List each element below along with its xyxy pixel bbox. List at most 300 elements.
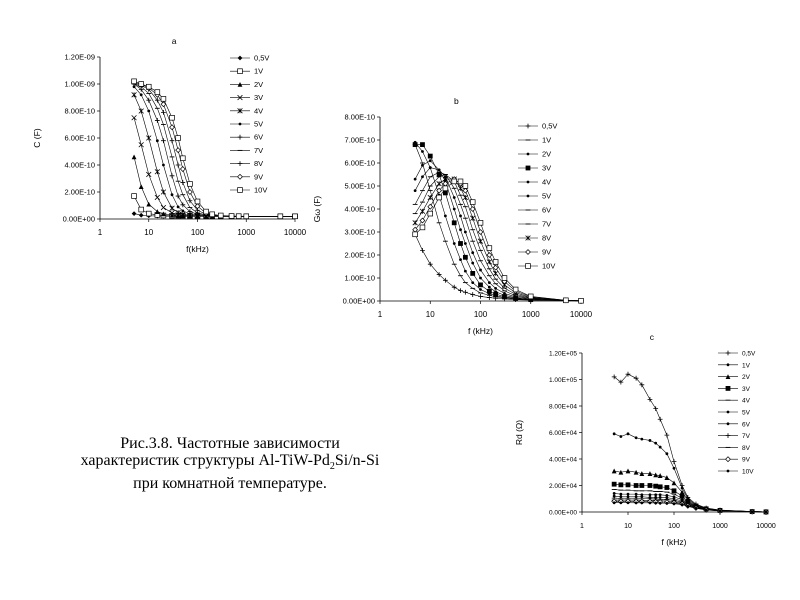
chart-c-y-tick-label: 4.00E+04 [548, 456, 577, 464]
chart-c-data-point [618, 380, 623, 385]
chart-a-data-point [181, 210, 184, 213]
chart-c-data-point [672, 459, 677, 464]
chart-c-title: c [649, 332, 655, 342]
chart-b-data-point [438, 169, 441, 172]
chart-a-data-point [180, 212, 185, 217]
chart-b-legend-marker [527, 195, 530, 198]
chart-b-data-point [580, 299, 583, 302]
chart-c-data-point [694, 503, 699, 508]
chart-c-data-point [750, 509, 755, 514]
chart-a-data-point [245, 215, 248, 218]
chart-a-data-point [195, 208, 200, 213]
chart-c-legend-label: 9V [742, 456, 750, 464]
chart-c-data-point [626, 482, 631, 487]
chart-b-data-point [563, 298, 568, 303]
chart-c-data-point [648, 483, 653, 488]
chart-a-data-point [176, 214, 181, 219]
chart-a-data-point [146, 98, 151, 103]
chart-b-data-point [503, 294, 506, 297]
chart-c-data-point [627, 501, 630, 504]
chart-a-data-point [278, 214, 283, 219]
chart-c-data-point [673, 467, 676, 470]
chart-a-data-point [139, 184, 144, 189]
chart-a-series-line [134, 84, 295, 216]
chart-c-data-point [653, 473, 658, 478]
chart-a-data-point [210, 213, 215, 218]
chart-a-data-point [176, 213, 181, 218]
chart-c-data-point [681, 487, 684, 490]
chart-b-series-line [415, 168, 581, 301]
chart-a-data-point [189, 212, 192, 215]
chart-a-data-point [155, 169, 160, 174]
chart-a-y-tick-label: 8.00E-10 [64, 106, 95, 116]
chart-b-data-point [444, 215, 447, 218]
chart-a-y-tick-label: 2.00E-10 [64, 187, 95, 197]
chart-a-data-point [139, 109, 144, 114]
chart-b-series-line [415, 181, 581, 300]
chart-c-data-point [664, 485, 669, 490]
chart-a-data-point [170, 214, 175, 219]
chart-a-data-point [146, 172, 151, 177]
chart-a-data-point [161, 102, 166, 107]
chart-c-legend-label: 4V [742, 397, 750, 405]
chart-b-y-tick-label: 8.00E-10 [344, 112, 375, 122]
chart-c-data-point [705, 507, 708, 510]
chart-a-data-point [170, 213, 175, 218]
chart-c-data-point [672, 480, 677, 485]
chart-c-series-line [614, 500, 766, 512]
chart-c-data-point [634, 483, 639, 488]
chart-a-data-point [229, 214, 234, 219]
chart-c-data-point [694, 502, 699, 507]
chart-a-data-point [210, 214, 215, 219]
chart-a-data-point [218, 214, 223, 219]
chart-a-data-point [237, 215, 240, 218]
chart-b-data-point [458, 288, 463, 293]
chart-c-series-line [614, 434, 766, 512]
chart-c-legend-label: 5V [742, 409, 750, 417]
chart-a-data-point [279, 215, 282, 218]
chart-a-data-point [204, 214, 209, 219]
chart-b-data-point [471, 281, 474, 284]
chart-c-legend-label: 2V [742, 374, 750, 382]
chart-b-data-point [493, 260, 498, 265]
chart-a-data-point [244, 214, 249, 219]
chart-a-data-point [132, 155, 137, 160]
chart-b-y-tick-label: 1.00E-10 [344, 273, 375, 283]
chart-a-data-point [278, 214, 283, 219]
chart-b-data-point [513, 296, 518, 301]
chart-c-x-label: f (kHz) [661, 537, 687, 547]
chart-a-data-point [218, 214, 223, 219]
chart-c-data-point [618, 470, 623, 475]
chart-a-data-point [176, 214, 181, 219]
chart-b-data-point [502, 279, 507, 284]
chart-a-data-point [176, 194, 181, 199]
chart-b-data-point [470, 216, 475, 221]
chart-b-data-point [443, 181, 448, 186]
chart-a-data-point [161, 190, 166, 195]
chart-b-data-point [414, 141, 417, 144]
chart-a-data-point [140, 93, 143, 96]
chart-a-y-tick-label: 0.00E+00 [62, 214, 95, 224]
chart-c-data-point [626, 469, 631, 474]
chart-c-data-point [619, 501, 622, 504]
chart-a-data-point [293, 214, 298, 219]
chart-c-data-point [664, 433, 669, 438]
chart-b-data-point [513, 287, 518, 292]
chart-b-data-point [443, 191, 448, 196]
chart-c-y-tick-label: 8.00E+04 [548, 403, 577, 411]
chart-a-data-point [146, 213, 151, 218]
chart-c-series-line [614, 501, 766, 511]
chart-a-data-point [229, 214, 234, 219]
chart-c-data-point [685, 499, 690, 504]
chart-a-data-point [132, 82, 137, 87]
chart-c-data-point [658, 473, 663, 478]
chart-a-x-tick-label: 10000 [283, 228, 307, 237]
chart-c-data-point [612, 496, 617, 501]
chart-c-data-point [719, 509, 722, 512]
chart-a-y-tick-label: 6.00E-10 [64, 133, 95, 143]
chart-a-title: a [171, 36, 177, 46]
chart-b-series-line [415, 179, 581, 301]
chart-a-legend-label: 0,5V [254, 53, 270, 63]
chart-a-data-point [278, 214, 283, 219]
chart-a-data-point [132, 194, 137, 199]
chart-c-data-point [685, 504, 690, 509]
chart-a-data-point [293, 214, 298, 219]
chart-c-data-point [618, 499, 623, 504]
chart-b-data-point [579, 298, 584, 303]
chart-c-data-point [718, 508, 723, 513]
chart-a-data-point [211, 215, 214, 218]
chart-b-y-tick-label: 7.00E-10 [344, 135, 375, 145]
chart-a-series-line [134, 84, 295, 216]
chart-c-legend-marker [726, 433, 731, 438]
chart-a-data-point [188, 214, 193, 219]
chart-b-data-point [458, 181, 463, 186]
chart-c-data-point [694, 505, 699, 510]
chart-c-data-point [695, 505, 698, 508]
chart-c-data-point [681, 498, 684, 501]
chart-a-data-point [146, 136, 151, 141]
chart-c-data-point [639, 496, 644, 501]
chart-c-data-point [665, 496, 668, 499]
chart-b-data-point [413, 220, 418, 225]
chart-a-y-tick-label: 1.20E-09 [64, 52, 95, 62]
chart-b-data-point [470, 271, 475, 276]
chart-c-data-point [659, 496, 662, 499]
chart-c-series-line [614, 503, 766, 512]
chart-c-data-point [626, 372, 631, 377]
chart-a-legend-label: 9V [254, 172, 264, 182]
chart-c-data-point [705, 509, 708, 512]
chart-c-legend-marker [726, 386, 731, 391]
chart-c-data-point [718, 508, 723, 513]
chart-a-data-point [132, 92, 137, 97]
chart-c-data-point [681, 503, 684, 506]
chart-b-data-point [458, 241, 463, 246]
chart-a-data-point [210, 214, 215, 219]
chart-a-legend-label: 8V [254, 159, 264, 169]
chart-c-data-point [653, 406, 658, 411]
chart-a-data-point [155, 92, 160, 97]
chart-b-legend-label: 0,5V [542, 121, 558, 131]
chart-c-data-point [648, 499, 653, 504]
chart-b-data-point [514, 295, 517, 298]
chart-b-data-point [478, 283, 483, 288]
chart-c-data-point [704, 507, 709, 512]
chart-c-data-point [659, 446, 662, 449]
chart-c-data-point [695, 507, 698, 510]
chart-a-data-point [180, 213, 185, 218]
chart-c-data-point [673, 495, 676, 498]
chart-a-data-point [210, 214, 215, 219]
chart-c-data-point [634, 376, 639, 381]
chart-b-data-point [453, 208, 456, 211]
chart-c-y-tick-label: 1.00E+05 [548, 377, 577, 384]
chart-c-data-point [640, 501, 643, 504]
chart-b-data-point [458, 186, 463, 191]
chart-b-data-point [429, 166, 432, 169]
chart-c-legend-label: 10V [742, 468, 754, 476]
chart-a-data-point [155, 214, 160, 219]
chart-c-data-point [664, 500, 669, 505]
chart-a-data-point [146, 84, 151, 89]
chart-b-data-point [513, 289, 518, 294]
chart-a-data-point [236, 214, 241, 219]
chart-a-data-point [155, 118, 160, 123]
chart-b-data-point [529, 298, 532, 301]
chart-a-data-point [180, 156, 185, 161]
chart-b-data-point [452, 220, 457, 225]
chart-c-y-label: Rd (Ω) [514, 419, 524, 446]
chart-a-data-point [218, 214, 223, 219]
chart-c-group [514, 332, 776, 547]
chart-b-data-point [420, 248, 425, 253]
chart-b-series-line [415, 161, 581, 301]
chart-c-data-point [635, 493, 638, 496]
chart-c-data-point [634, 496, 639, 501]
chart-b-data-point [564, 299, 567, 302]
chart-c-data-point [648, 397, 653, 402]
caption-line-1: Рис.3.8. Частотные зависимости [120, 435, 340, 452]
chart-c-data-point [719, 509, 722, 512]
chart-c-data-point [719, 509, 722, 512]
chart-a-data-point [229, 214, 234, 219]
chart-c-data-point [640, 495, 643, 498]
chart-b-legend-label: 2V [542, 149, 552, 159]
chart-b-data-point [470, 292, 475, 297]
chart-c-data-point [639, 382, 644, 387]
chart-c-data-point [653, 484, 658, 489]
chart-b-data-point [463, 195, 468, 200]
chart-a-data-point [244, 214, 249, 219]
chart-b-y-tick-label: 4.00E-10 [344, 204, 375, 214]
chart-a-data-point [132, 80, 137, 85]
chart-b-data-point [437, 272, 442, 277]
chart-a-data-point [156, 139, 159, 142]
chart-a-data-point [171, 193, 174, 196]
chart-a-data-point [132, 115, 137, 120]
chart-c-data-point [718, 509, 723, 514]
chart-a-data-point [210, 213, 215, 218]
chart-c-data-point [680, 502, 685, 507]
chart-a-data-point [146, 86, 151, 91]
chart-c-data-point [665, 452, 668, 455]
chart-b-data-point [479, 288, 482, 291]
chart-c-y-tick-label: 1.20E+05 [548, 350, 577, 358]
chart-a-data-point [177, 205, 180, 208]
chart-b-data-point [421, 150, 424, 153]
chart-b-legend-marker [526, 124, 531, 129]
chart-a-data-point [293, 214, 298, 219]
chart-a-data-point [180, 213, 185, 218]
chart-b-data-point [502, 283, 507, 288]
chart-a-x-label: f(kHz) [186, 244, 209, 254]
chart-a-data-point [204, 214, 209, 219]
chart-b-data-point [503, 296, 506, 299]
chart-b-data-point [564, 299, 567, 302]
chart-b-data-point [421, 164, 424, 167]
chart-a-data-point [180, 214, 185, 219]
chart-a-data-point [139, 142, 144, 147]
chart-b-data-point [443, 177, 448, 182]
chart-c-data-point [654, 502, 657, 505]
chart-b-data-point [463, 290, 468, 295]
chart-a-x-tick-label: 1000 [237, 228, 256, 237]
chart-c-data-point [705, 508, 708, 511]
chart-c-legend-label: 3V [742, 385, 750, 393]
chart-b-data-point [438, 169, 441, 172]
chart-b-series-line [415, 179, 581, 301]
chart-a-data-point [139, 87, 144, 92]
chart-a-data-point [180, 202, 185, 207]
chart-c-data-point [659, 493, 662, 496]
caption-line-2-text: характеристик структуры Al-TiW-Pd [80, 452, 330, 469]
figure-caption [20, 435, 440, 492]
chart-a-legend-label: 7V [254, 145, 264, 155]
chart-c-data-point [635, 501, 638, 504]
chart-c-data-point [627, 432, 630, 435]
chart-a-data-point [146, 211, 151, 216]
chart-a-data-point [210, 213, 215, 218]
chart-a-data-point [229, 214, 234, 219]
chart-b-data-point [493, 271, 498, 276]
chart-c-x-tick-label: 1 [580, 523, 584, 530]
chart-a-data-point [161, 110, 166, 115]
chart-c-legend-label: 1V [742, 362, 750, 370]
chart-b-data-point [464, 270, 467, 273]
chart-c-data-point [750, 509, 755, 514]
chart-b-series-line [415, 145, 581, 301]
chart-a-data-point [161, 213, 166, 218]
chart-c-data-point [649, 493, 652, 496]
chart-a-data-point [161, 96, 166, 101]
chart-b-series-line [415, 175, 581, 301]
chart-a-data-point [188, 214, 193, 219]
chart-a-data-point [244, 214, 249, 219]
chart-a-data-point [161, 205, 166, 210]
chart-b-data-point [563, 298, 568, 303]
chart-c-data-point [764, 509, 769, 514]
chart-c-data-point [635, 495, 638, 498]
chart-c-data-point [654, 442, 657, 445]
chart-c-data-point [619, 493, 622, 496]
chart-c-legend-marker [726, 374, 731, 379]
chart-a-data-point [293, 214, 298, 219]
chart-a-legend-marker [238, 56, 243, 61]
chart-c-data-point [658, 497, 663, 502]
chart-a-data-point [132, 211, 137, 216]
chart-b-data-point [453, 242, 456, 245]
chart-c-data-point [654, 493, 657, 496]
chart-b-data-point [493, 265, 498, 270]
chart-c-data-point [672, 500, 677, 505]
chart-a-legend-label: 2V [254, 79, 264, 89]
chart-a-data-point [195, 204, 200, 209]
chart-c-legend-marker [726, 457, 731, 462]
chart-c-data-point [612, 499, 617, 504]
chart-a-data-point [278, 214, 283, 219]
chart-b-data-point [494, 290, 497, 293]
chart-a-data-point [244, 214, 249, 219]
chart-c-data-point [764, 509, 769, 514]
chart-a-data-point [155, 90, 160, 95]
chart-a-data-point [204, 209, 209, 214]
chart-a-data-point [210, 212, 215, 217]
chart-c-y-tick-label: 6.00E+04 [548, 430, 577, 437]
chart-a-data-point [244, 214, 249, 219]
chart-c-series-line [614, 493, 766, 511]
chart-c-data-point [764, 509, 769, 514]
chart-a-data-point [176, 210, 181, 215]
chart-b-legend-label: 9V [542, 247, 552, 257]
chart-a-data-point [176, 148, 181, 153]
chart-b-data-point [413, 142, 418, 147]
chart-a-data-point [188, 214, 193, 219]
chart-b-legend-label: 1V [542, 135, 552, 145]
chart-a-data-point [162, 164, 165, 167]
chart-c-data-point [765, 510, 768, 513]
chart-c-y-tick-label: 2.00E+04 [548, 483, 577, 490]
chart-a-series-line [134, 118, 295, 217]
chart-c-data-point [765, 510, 768, 513]
chart-b-data-point [459, 228, 462, 231]
chart-c-data-point [686, 497, 689, 500]
chart-a-legend-marker [238, 161, 243, 166]
chart-b-data-point [471, 262, 474, 265]
chart-b-y-label: Gω (F) [312, 195, 322, 223]
chart-b-series-line [415, 145, 581, 301]
chart-a-data-point [278, 214, 283, 219]
chart-c-x-tick-label: 1000 [712, 523, 728, 530]
chart-a-data-point [139, 82, 144, 87]
chart-c-data-point [658, 484, 663, 489]
chart-c-data-point [639, 471, 644, 476]
chart-a-data-point [139, 83, 144, 88]
chart-a-data-point [278, 214, 283, 219]
chart-c-data-point [649, 501, 652, 504]
chart-b-data-point [502, 297, 507, 302]
chart-a-legend-marker [238, 82, 243, 87]
chart-b-data-point [470, 200, 475, 205]
chart-c-data-point [764, 509, 769, 514]
chart-c-data-point [751, 510, 754, 513]
chart-c-series-line [614, 374, 766, 512]
chart-c-data-point [627, 493, 630, 496]
